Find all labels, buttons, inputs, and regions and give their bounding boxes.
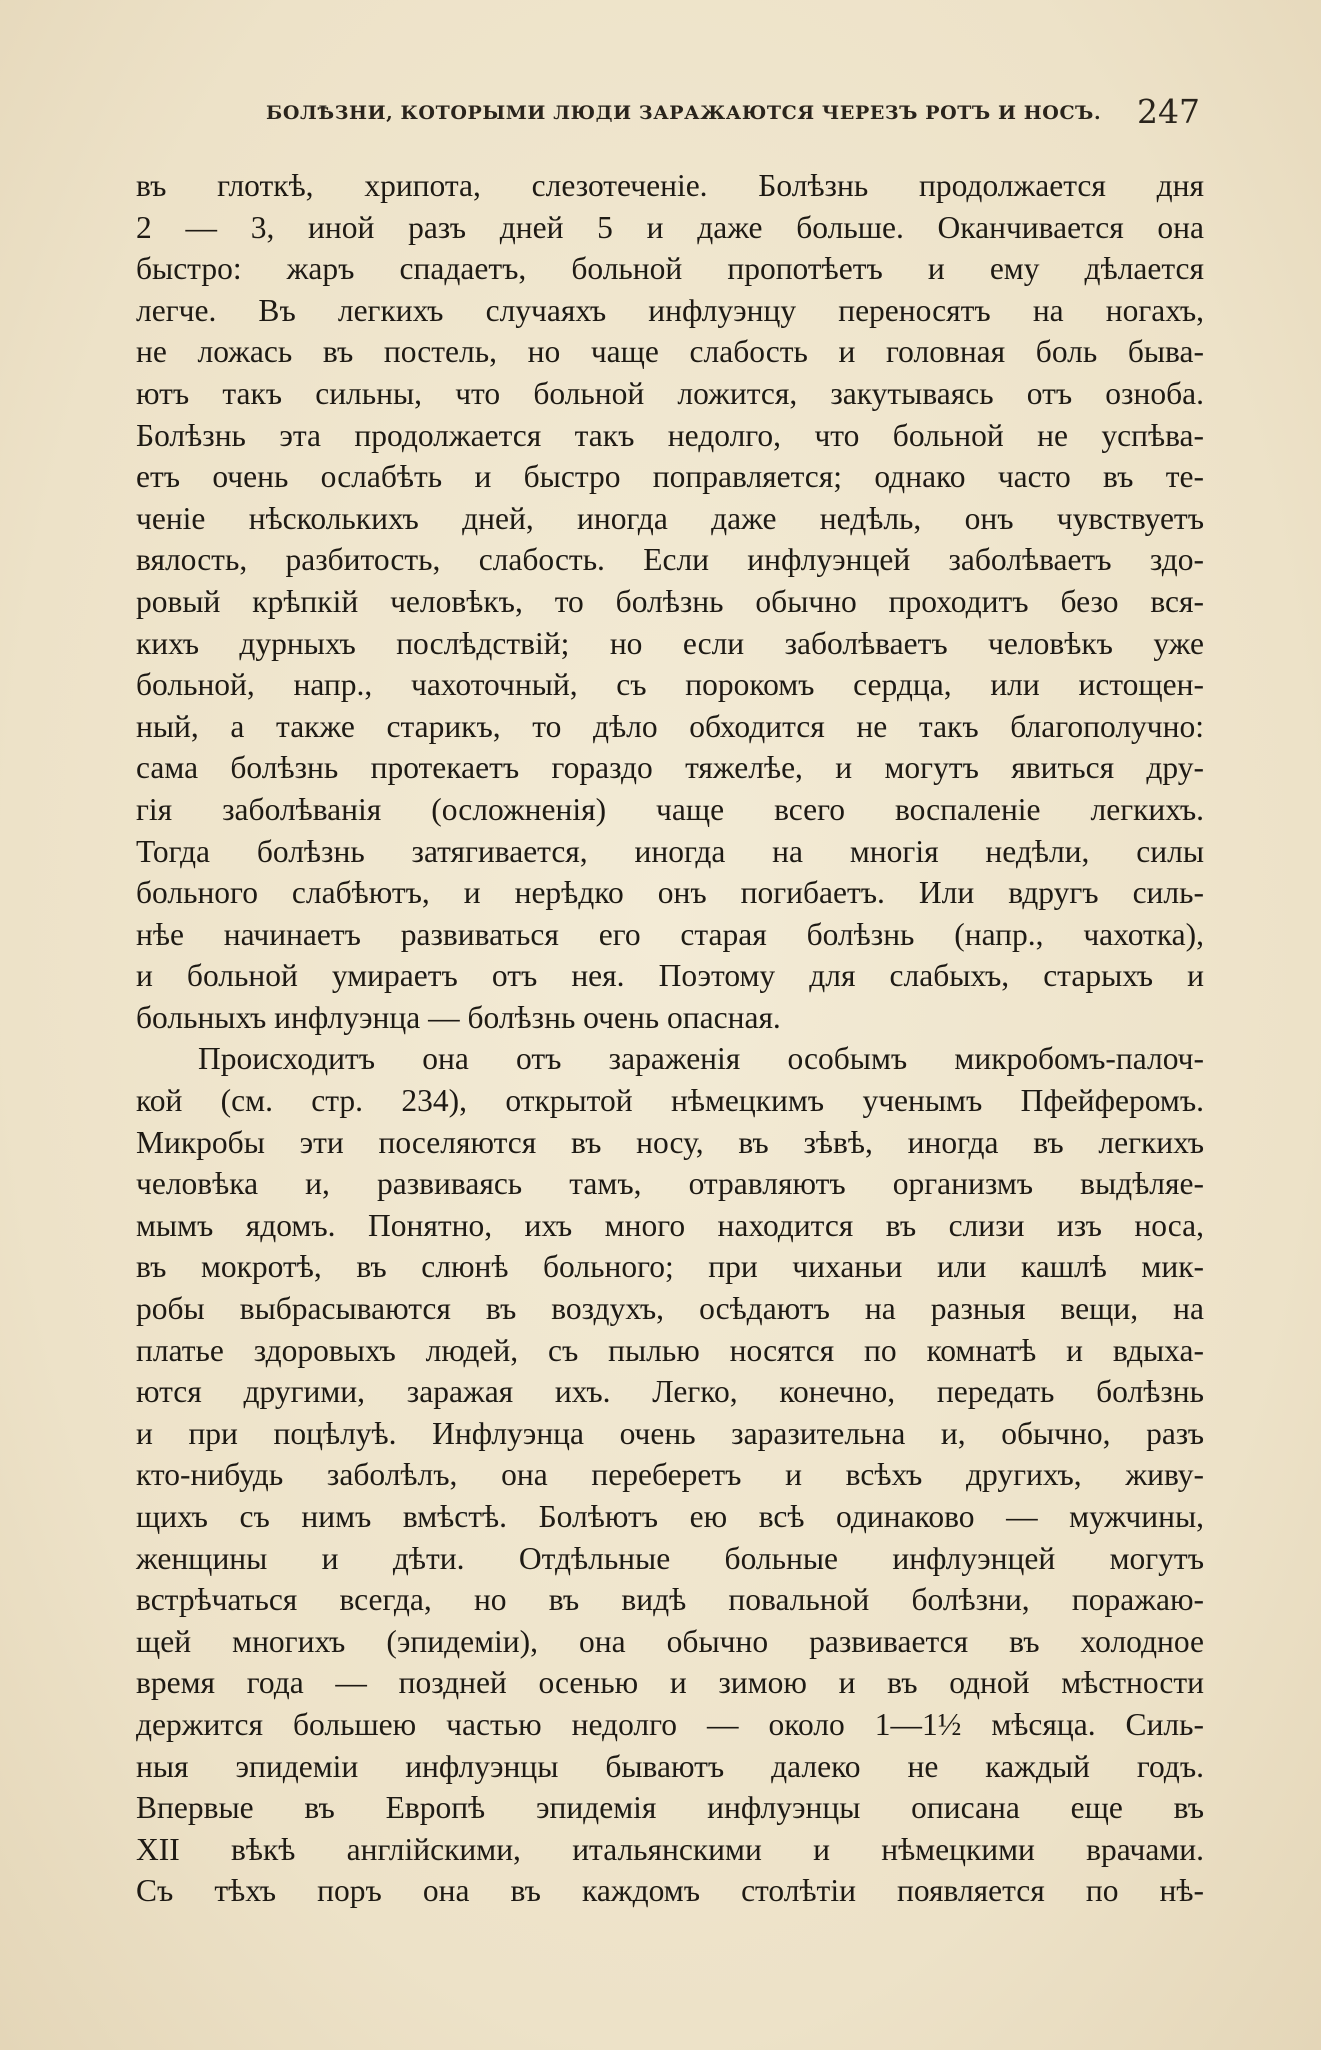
text-line: не ложась въ постель, но чаще слабость и головная боль быва- — [136, 334, 1204, 370]
text-line: ютъ такъ сильны, что больной ложится, закутываясь отъ озноба. — [136, 375, 1204, 411]
paragraph-end-line: больныхъ инфлуэнца — болѣзнь очень опасная. — [136, 999, 781, 1035]
text-line: сама болѣзнь протекаетъ гораздо тяжелѣе, и могутъ явиться дру- — [136, 750, 1204, 786]
text-line: время года — поздней осенью и зимою и въ одной мѣстности — [136, 1665, 1204, 1701]
text-line: Съ тѣхъ поръ она въ каждомъ столѣтіи появляется по нѣ- — [136, 1873, 1204, 1909]
text-line: робы выбрасываются въ воздухъ, осѣдаютъ на разныя вещи, на — [136, 1291, 1204, 1327]
text-line: етъ очень ослабѣть и быстро поправляется; однако часто въ те- — [136, 459, 1204, 495]
body-text — [136, 165, 1204, 1912]
text-line: держится большею частью недолго — около 1—1½ мѣсяца. Силь- — [136, 1706, 1204, 1742]
text-line: кихъ дурныхъ послѣдствій; но если заболѣваетъ человѣкъ уже — [136, 625, 1204, 661]
text-line: и больной умираетъ отъ нея. Поэтому для слабыхъ, старыхъ и — [136, 958, 1204, 994]
text-line: щей многихъ (эпидеміи), она обычно развивается въ холодное — [136, 1623, 1204, 1659]
running-title: БОЛѢЗНИ, КОТОРЫМИ ЛЮДИ ЗАРАЖАЮТСЯ ЧЕРЕЗЪ РОТЪ И НОСЪ. — [266, 102, 1102, 124]
text-line: Микробы эти поселяются въ носу, въ зѣвѣ, иногда въ легкихъ — [136, 1124, 1204, 1160]
text-line: въ мокротѣ, въ слюнѣ больного; при чиханьи или кашлѣ мик- — [136, 1249, 1204, 1285]
text-line: кой (см. стр. 234), открытой нѣмецкимъ ученымъ Пфейферомъ. — [136, 1083, 1204, 1119]
text-line: XII вѣкѣ англійскими, итальянскими и нѣмецкими врачами. — [136, 1831, 1204, 1867]
text-line: Болѣзнь эта продолжается такъ недолго, что больной не успѣва- — [136, 417, 1204, 453]
text-line: кто-нибудь заболѣлъ, она переберетъ и всѣхъ другихъ, живу- — [136, 1457, 1204, 1493]
text-line: быстро: жаръ спадаетъ, больной пропотѣетъ и ему дѣлается — [136, 251, 1204, 287]
text-line: ются другими, заражая ихъ. Легко, конечно, передать болѣзнь — [136, 1374, 1204, 1410]
text-line: мымъ ядомъ. Понятно, ихъ много находится въ слизи изъ носа, — [136, 1207, 1204, 1243]
text-line: Впервые въ Европѣ эпидемія инфлуэнцы описана еще въ — [136, 1790, 1204, 1826]
text-line: нѣе начинаетъ развиваться его старая болѣзнь (напр., чахотка), — [136, 916, 1204, 952]
text-line: платье здоровыхъ людей, съ пылью носятся по комнатѣ и вдыха- — [136, 1332, 1204, 1368]
text-line: 2 — 3, иной разъ дней 5 и даже больше. Оканчивается она — [136, 209, 1204, 245]
text-line: вялость, разбитость, слабость. Если инфлуэнцей заболѣваетъ здо- — [136, 542, 1204, 578]
text-line: Тогда болѣзнь затягивается, иногда на многія недѣли, силы — [136, 833, 1204, 869]
text-line: въ глоткѣ, хрипота, слезотеченіе. Болѣзнь продолжается дня — [136, 168, 1204, 203]
text-line: ный, а также старикъ, то дѣло обходится не такъ благополучно: — [136, 708, 1204, 744]
text-line: щихъ съ нимъ вмѣстѣ. Болѣютъ ею всѣ одинаково — мужчины, — [136, 1499, 1204, 1534]
paragraph-start-line: Происходитъ она отъ зараженія особымъ микробомъ-палоч- — [198, 1041, 1204, 1077]
page-number: 247 — [1137, 92, 1200, 131]
text-line: ровый крѣпкій человѣкъ, то болѣзнь обычно проходитъ безо вся- — [136, 583, 1204, 619]
text-line: встрѣчаться всегда, но въ видѣ повальной болѣзни, поражаю- — [136, 1582, 1204, 1618]
text-line: ныя эпидеміи инфлуэнцы бываютъ далеко не каждый годъ. — [136, 1748, 1204, 1784]
text-line: больной, напр., чахоточный, съ порокомъ сердца, или истощен- — [136, 667, 1204, 703]
text-line: гія заболѣванія (осложненія) чаще всего воспаленіе легкихъ. — [136, 791, 1204, 827]
text-line: больного слабѣютъ, и нерѣдко онъ погибаетъ. Или вдругъ силь- — [136, 875, 1204, 911]
text-line: женщины и дѣти. Отдѣльные больные инфлуэнцей могутъ — [136, 1540, 1204, 1576]
text-line: ченіе нѣсколькихъ дней, иногда даже недѣль, онъ чувствуетъ — [136, 500, 1204, 536]
text-line: человѣка и, развиваясь тамъ, отравляютъ организмъ выдѣляе- — [136, 1166, 1204, 1202]
page-header — [266, 92, 1206, 132]
text-line: легче. Въ легкихъ случаяхъ инфлуэнцу переносятъ на ногахъ, — [136, 292, 1204, 328]
text-line: и при поцѣлуѣ. Инфлуэнца очень заразительна и, обычно, разъ — [136, 1415, 1204, 1451]
